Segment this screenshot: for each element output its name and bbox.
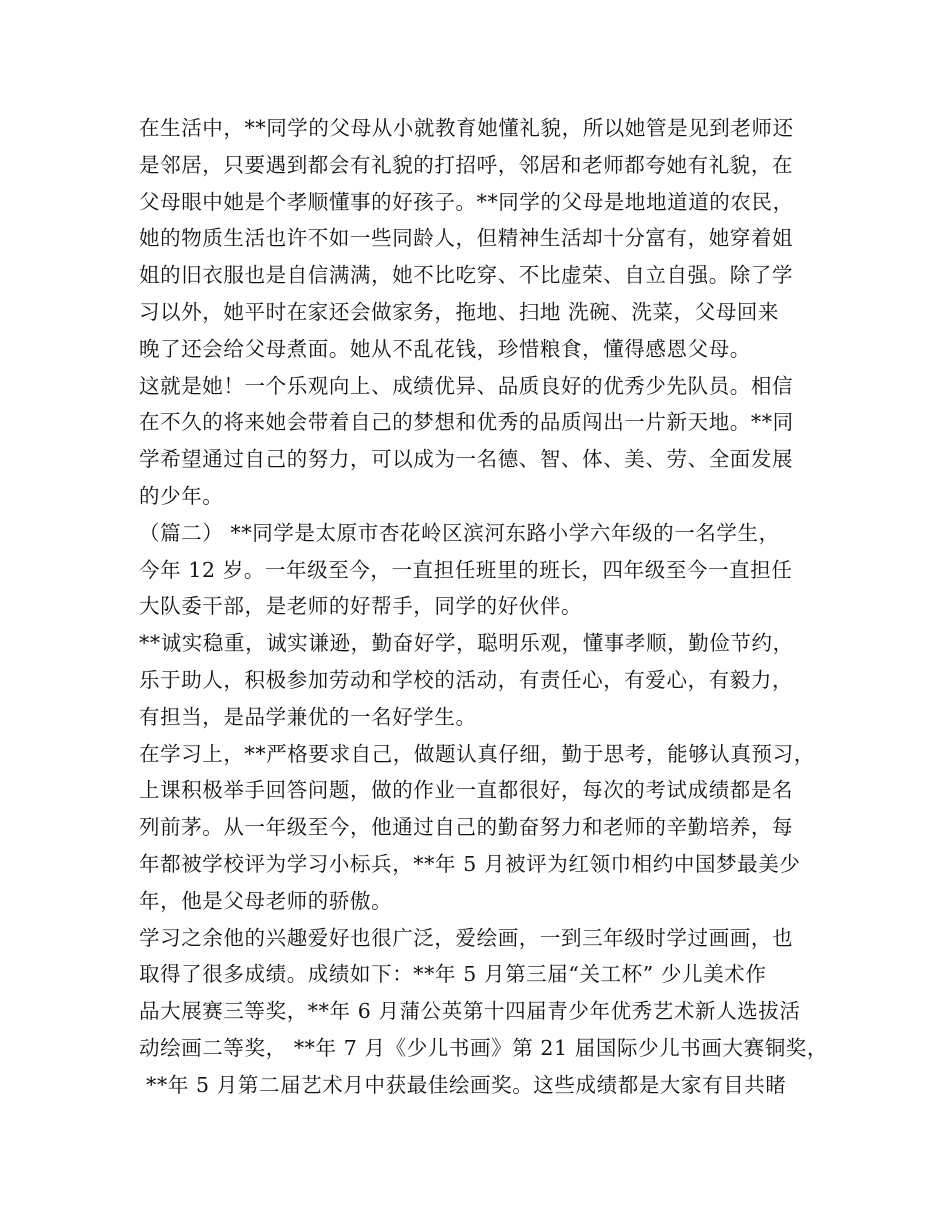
text-line: 上课积极举手回答问题，做的作业一直都很好，每次的考试成绩都是名 (139, 778, 794, 803)
text-line: 年都被学校评为学习小标兵，**年 5 月被评为红领巾相约中国梦最美少 (139, 851, 801, 876)
text-line: 有担当，是品学兼优的一名好学生。 (139, 704, 477, 729)
text-line: 取得了很多成绩。成绩如下：**年 5 月第三届“关工杯” 少儿美术作 (139, 962, 767, 987)
text-line: 学希望通过自己的努力，可以成为一名德、智、体、美、劳、全面发展 (139, 447, 794, 472)
text-line: 是邻居，只要遇到都会有礼貌的打招呼，邻居和老师都夸她有礼貌，在 (139, 152, 794, 177)
text-line: 的少年。 (139, 483, 224, 508)
section-heading-line: （篇二） **同学是太原市杏花岭区滨河东路小学六年级的一名学生， (139, 520, 780, 545)
text-line: 年，他是父母老师的骄傲。 (139, 888, 393, 913)
text-line: 在学习上，**严格要求自己，做题认真仔细，勤于思考，能够认真预习， (139, 741, 815, 766)
text-line: 父母眼中她是个孝顺懂事的好孩子。**同学的父母是地地道道的农民， (139, 189, 794, 214)
text-line: 习以外，她平时在家还会做家务，拖地、扫地 洗碗、洗菜，父母回来 (139, 299, 780, 324)
text-line: 今年 12 岁。一年级至今，一直担任班里的班长，四年级至今一直担任 (139, 557, 793, 582)
text-line: 晚了还会给父母煮面。她从不乱花钱，珍惜粮食，懂得感恩父母。 (139, 336, 751, 361)
text-line: **诚实稳重，诚实谦逊，勤奋好学，聪明乐观，懂事孝顺，勤俭节约， (139, 631, 794, 656)
text-line: 列前茅。从一年级至今，他通过自己的勤奋努力和老师的辛勤培养，每 (139, 815, 794, 840)
text-line: 学习之余他的兴趣爱好也很广泛，爱绘画，一到三年级时学过画画，也 (139, 925, 794, 950)
text-line: 动绘画二等奖， **年 7 月《少儿书画》第 21 届国际少儿书画大赛铜奖， (139, 1035, 829, 1060)
document-body (139, 110, 829, 1104)
text-line: 姐的旧衣服也是自信满满，她不比吃穿、不比虚荣、自立自强。除了学 (139, 263, 794, 288)
text-line: 在不久的将来她会带着自己的梦想和优秀的品质闯出一片新天地。**同 (139, 410, 794, 435)
text-line: 她的物质生活也许不如一些同龄人，但精神生活却十分富有，她穿着姐 (139, 226, 794, 251)
text-line: 在生活中，**同学的父母从小就教育她懂礼貌，所以她管是见到老师还 (139, 116, 794, 140)
text-line: **年 5 月第二届艺术月中获最佳绘画奖。这些成绩都是大家有目共睹 (139, 1072, 787, 1097)
text-line: 品大展赛三等奖，**年 6 月蒲公英第十四届青少年优秀艺术新人选拔活 (139, 999, 801, 1024)
text-line: 大队委干部，是老师的好帮手，同学的好伙伴。 (139, 594, 583, 619)
text-line: 这就是她！一个乐观向上、成绩优异、品质良好的优秀少先队员。相信 (139, 373, 794, 398)
text-line: 乐于助人，积极参加劳动和学校的活动，有责任心，有爱心，有毅力， (139, 667, 794, 692)
